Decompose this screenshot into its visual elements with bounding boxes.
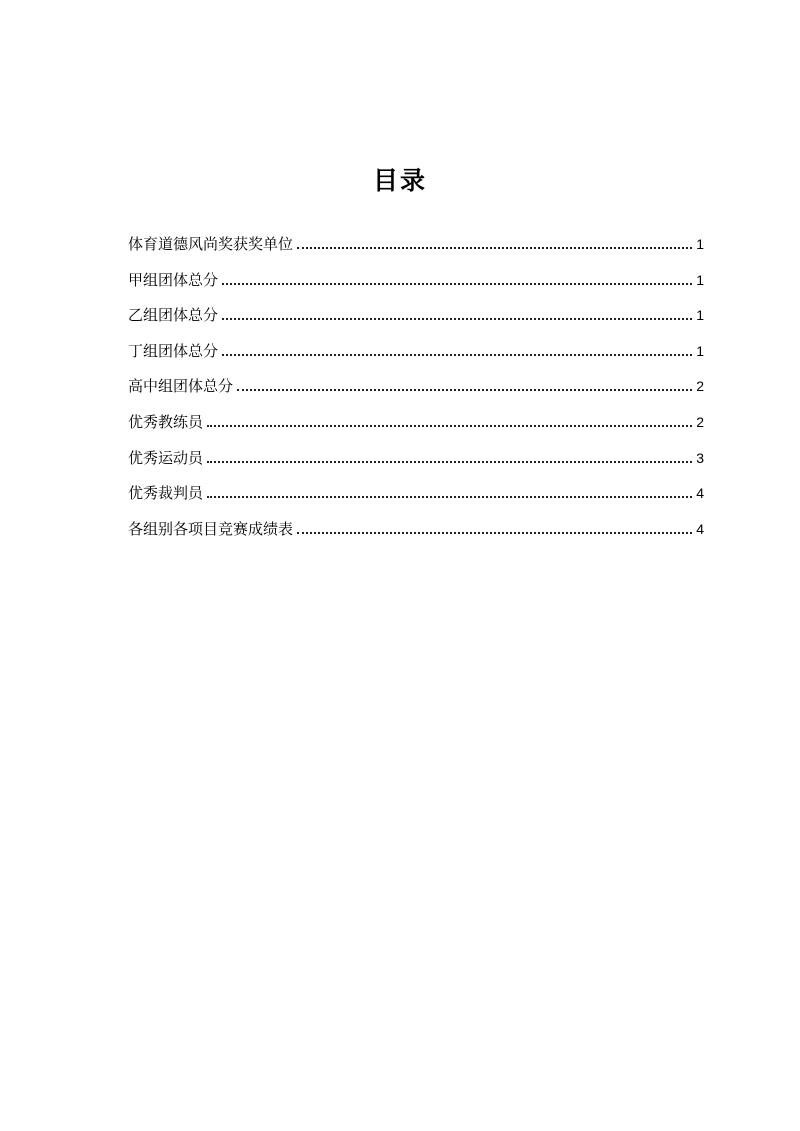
dot-leader: [207, 460, 692, 463]
dot-leader: [207, 495, 692, 498]
dot-leader: [222, 353, 692, 356]
toc-entry-page-number: 1: [696, 236, 704, 252]
toc-entry-page-number: 3: [696, 449, 704, 466]
dot-leader: [297, 531, 692, 534]
toc-entry-label: 优秀运动员: [128, 448, 204, 467]
toc-entry-label: 乙组团体总分: [128, 306, 219, 325]
dot-leader: [207, 424, 692, 427]
dot-leader: [297, 246, 692, 249]
page-title: 目录: [372, 166, 427, 195]
toc-entry-label: 体育道德风尚奖获奖单位: [128, 235, 294, 253]
toc-entry-label: 优秀教练员: [128, 412, 204, 431]
toc-entry-page-number: 1: [696, 342, 704, 359]
toc-entry[interactable]: [128, 375, 704, 411]
toc-entry-label: 优秀裁判员: [128, 484, 204, 503]
toc-entry[interactable]: [128, 518, 704, 554]
toc-entry[interactable]: [128, 269, 704, 305]
toc-entry[interactable]: [128, 447, 704, 483]
toc-entry-page-number: 1: [696, 271, 704, 288]
toc-entry[interactable]: [128, 233, 704, 269]
table-of-contents: [128, 233, 704, 553]
dot-leader: [222, 317, 692, 320]
toc-entry-page-number: 4: [696, 520, 704, 537]
toc-entry-page-number: 2: [696, 378, 704, 395]
toc-entry-label: 各组别各项目竞赛成绩表: [128, 519, 294, 538]
toc-entry-label: 甲组团体总分: [128, 270, 219, 289]
dot-leader: [222, 282, 692, 285]
toc-entry[interactable]: [128, 411, 704, 447]
toc-entry-page-number: 2: [696, 413, 704, 430]
toc-entry-page-number: 4: [696, 485, 704, 502]
toc-entry[interactable]: [128, 482, 704, 518]
dot-leader: [237, 388, 692, 391]
toc-entry[interactable]: [128, 340, 704, 376]
toc-entry[interactable]: [128, 304, 704, 340]
toc-entry-label: 高中组团体总分: [128, 377, 234, 396]
toc-entry-label: 丁组团体总分: [128, 341, 219, 360]
toc-entry-page-number: 1: [696, 307, 704, 324]
